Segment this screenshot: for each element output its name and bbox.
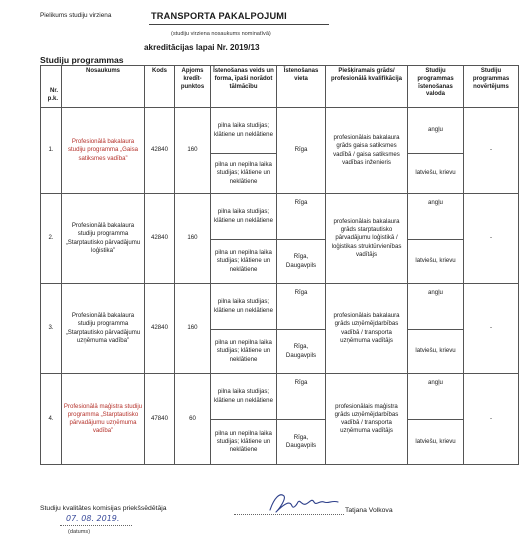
language-full-time: angļu: [408, 284, 464, 330]
program-code: 42840: [145, 194, 175, 284]
program-place-secondary: Rīga, Daugavpils: [277, 240, 326, 284]
row-nr: 2.: [41, 194, 62, 284]
col-credits: Apjoms kredīt-punktos: [175, 66, 211, 108]
signer-name: Tatjana Volkova: [345, 507, 393, 514]
table-row: [41, 374, 519, 420]
col-code: Kods: [145, 66, 175, 108]
mode-part-time: pilna un nepilna laika studijas; klātiene un neklātiene: [211, 330, 277, 374]
signature-date: 07. 08. 2019.: [66, 514, 120, 523]
row-nr: 1.: [41, 108, 62, 194]
table-row: [41, 284, 519, 330]
col-language: Studiju programmas īstenošanas valoda: [408, 66, 464, 108]
signature-mark: [262, 490, 344, 516]
row-nr: 4.: [41, 374, 62, 465]
field-underline: [149, 24, 329, 25]
program-name: Profesionālā bakalaura studiju programma „Starptautisko pārvadājumu uzņēmuma vadība”: [62, 284, 145, 374]
program-credits: 60: [175, 374, 211, 465]
mode-full-time: pilna laika studijas; klātiene un neklātiene: [211, 194, 277, 240]
annex-label: Pielikums studiju virziena: [40, 12, 112, 19]
program-credits: 160: [175, 194, 211, 284]
program-name: Profesionālā bakalaura studiju programma „Starptautisko pārvadājumu loģistika”: [62, 194, 145, 284]
program-qualification: profesionālais bakalaura grāds starptautisko pārvadājumu loģistikā / loģistikas struktūrvienības vadītājs: [326, 194, 408, 284]
program-qualification: profesionālais maģistra grāds uzņēmējdarbības vadībā / transporta uzņēmuma vadītājs: [326, 374, 408, 465]
program-evaluation: -: [464, 194, 519, 284]
program-credits: 160: [175, 284, 211, 374]
program-name: Profesionālā bakalaura studiju programma „Gaisa satiksmes vadība”: [62, 108, 145, 194]
mode-full-time: pilna laika studijas; klātiene un neklātiene: [211, 108, 277, 154]
language-full-time: angļu: [408, 194, 464, 240]
program-name: Profesionālā maģistra studiju programma „Starptautisko pārvadājumu uzņēmuma vadība”: [62, 374, 145, 465]
field-caption: (studiju virziena nosaukums nominatīvā): [171, 31, 271, 37]
commission-label: Studiju kvalitātes komisijas priekšsēdētāja: [40, 505, 167, 512]
table-row: [41, 108, 519, 154]
field-name: TRANSPORTA PAKALPOJUMI: [151, 11, 287, 21]
language-part-time: latviešu, krievu: [408, 420, 464, 465]
row-nr: 3.: [41, 284, 62, 374]
mode-part-time: pilna un nepilna laika studijas; klātiene un neklātiene: [211, 420, 277, 465]
programs-table: [40, 65, 519, 465]
program-qualification: profesionālais bakalaura grāds gaisa satiksmes vadībā / gaisa satiksmes vadības inženieris: [326, 108, 408, 194]
col-evaluation: Studiju programmas novērtējums: [464, 66, 519, 108]
program-place: Rīga: [277, 108, 326, 194]
program-qualification: profesionālais bakalaura grāds uzņēmējdarbības vadībā / transporta uzņēmuma vadītājs: [326, 284, 408, 374]
date-caption: (datums): [68, 529, 91, 535]
language-full-time: angļu: [408, 374, 464, 420]
program-code: 42840: [145, 284, 175, 374]
mode-full-time: pilna laika studijas; klātiene un neklātiene: [211, 374, 277, 420]
language-part-time: latviešu, krievu: [408, 154, 464, 194]
mode-part-time: pilna un nepilna laika studijas; klātiene un neklātiene: [211, 154, 277, 194]
date-line: [60, 525, 132, 526]
mode-full-time: pilna laika studijas; klātiene un neklātiene: [211, 284, 277, 330]
col-mode: Īstenošanas veids un forma, īpaši norādot tālmācību: [211, 66, 277, 108]
program-evaluation: -: [464, 374, 519, 465]
table-row: [41, 194, 519, 240]
program-evaluation: -: [464, 284, 519, 374]
mode-part-time: pilna un nepilna laika studijas; klātiene un neklātiene: [211, 240, 277, 284]
program-place: Rīga: [277, 374, 326, 420]
program-credits: 160: [175, 108, 211, 194]
program-place: Rīga: [277, 284, 326, 330]
program-place: Rīga: [277, 194, 326, 240]
col-name: Nosaukums: [62, 66, 145, 108]
table-header-row: [41, 66, 519, 108]
language-full-time: angļu: [408, 108, 464, 154]
accreditation-number: akreditācijas lapai Nr. 2019/13: [144, 43, 260, 52]
col-nr: Nr. p.k.: [41, 66, 62, 108]
language-part-time: latviešu, krievu: [408, 330, 464, 374]
section-title: Studiju programmas: [40, 55, 124, 65]
program-code: 42840: [145, 108, 175, 194]
program-evaluation: -: [464, 108, 519, 194]
col-place: Īstenošanas vieta: [277, 66, 326, 108]
language-part-time: latviešu, krievu: [408, 240, 464, 284]
program-place-secondary: Rīga, Daugavpils: [277, 420, 326, 465]
program-place-secondary: Rīga, Daugavpils: [277, 330, 326, 374]
program-code: 47840: [145, 374, 175, 465]
col-qualification: Piešķiramais grāds/ profesionālā kvalifikācija: [326, 66, 408, 108]
